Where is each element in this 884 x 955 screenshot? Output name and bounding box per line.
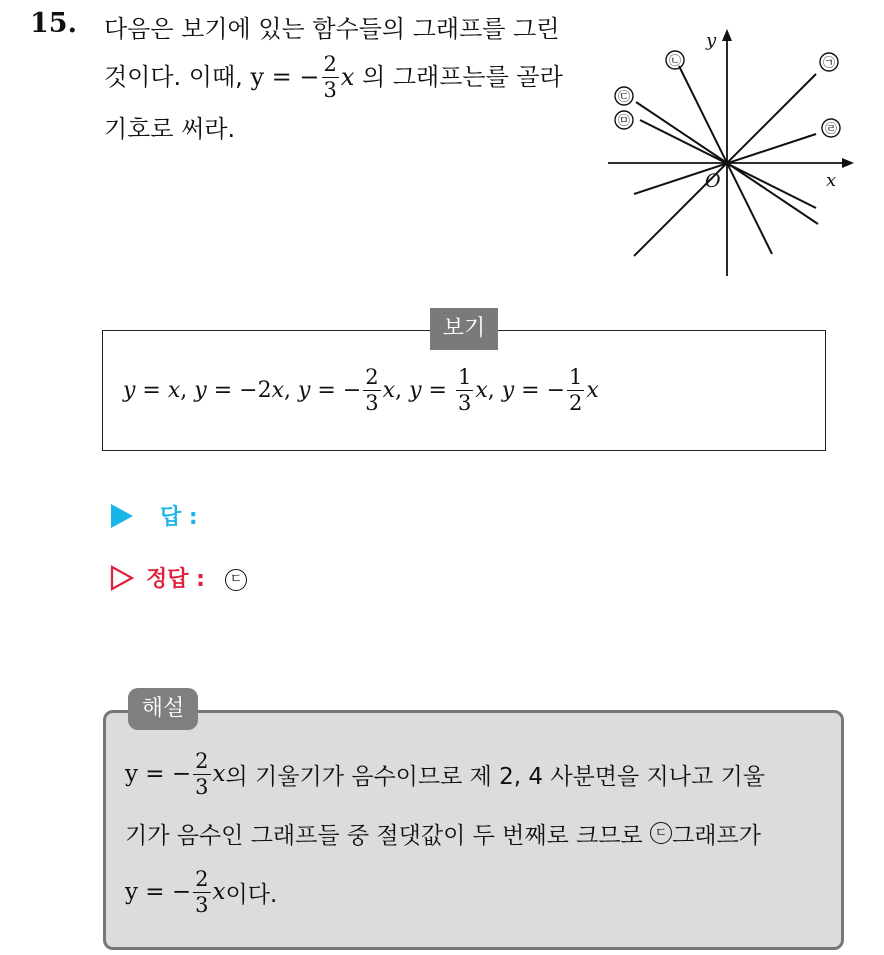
y-axis-label: y <box>706 30 717 51</box>
x-axis-arrow <box>842 158 854 168</box>
answer-label: 답 : <box>160 505 198 530</box>
explanation-line-1: y = − $\frac{2}{3}$ x 의 기울기가 음수이므로 제 2, 4 사분면을 지나고 기울 <box>125 748 765 799</box>
explanation-line-2: 기가 음수인 그래프들 중 절댓값이 두 번째로 크므로 ㄷ 그래프가 <box>125 822 761 849</box>
graph-line-4 <box>634 134 816 194</box>
bogi-equation-2: y = − 2 x , <box>194 378 291 403</box>
question-number: 15. <box>30 8 77 39</box>
filled-triangle-icon <box>110 503 134 529</box>
explanation-title: 해설 <box>128 688 198 730</box>
function-graph <box>604 20 860 282</box>
question-fraction <box>322 51 339 102</box>
origin-label: O <box>705 170 721 192</box>
question-fraction-numerator: 2 <box>323 51 337 76</box>
correct-answer-label: 정답 : <box>146 567 205 592</box>
graph-label-text-4: ㉣ <box>824 121 838 136</box>
graph-label-text-3: ㉢ <box>617 89 631 104</box>
bogi-equation-1: y = x , <box>123 378 188 403</box>
question-line-2-suffix: 의 그래프는를 골라 <box>362 63 563 91</box>
question-line-2 <box>104 48 584 106</box>
question-equation-lhs: y = − <box>250 63 320 91</box>
y-axis-arrow <box>722 29 732 41</box>
outline-triangle-icon <box>110 565 134 591</box>
question-line-3: 기호로 써라. <box>104 114 236 143</box>
graph-label-text-5: ㉤ <box>617 113 631 128</box>
answer-row <box>110 500 218 531</box>
graph-label-mieum <box>615 111 633 129</box>
correct-answer-value: ㄷ <box>225 564 247 591</box>
bogi-title: 보기 <box>430 308 498 350</box>
question-line-2-prefix: 것이다. 이때, <box>104 63 243 91</box>
bogi-equation-5: y = − $\frac{1}{2}$ x <box>501 365 599 415</box>
bogi-equation-3: y = − $\frac{2}{3}$ x , <box>298 365 403 415</box>
circled-digeut: ㄷ <box>650 822 672 844</box>
bogi-equation-4: y = $\frac{1}{3}$ x , <box>409 365 495 415</box>
question-fraction-denominator: 3 <box>323 77 337 102</box>
graph-label-nieun <box>666 51 684 69</box>
graph-label-rieul <box>822 119 840 137</box>
question-text <box>104 10 584 151</box>
question-line-1: 다음은 보기에 있는 함수들의 그래프를 그린 <box>104 15 560 43</box>
graph-line-5 <box>640 120 816 208</box>
correct-answer-row <box>110 562 247 593</box>
graph-label-text-2: ㉡ <box>668 53 682 68</box>
explanation-line-3: y = − $\frac{2}{3}$ x 이다. <box>125 866 278 917</box>
explanation-text <box>125 742 835 924</box>
graph-label-giyeok <box>820 53 838 71</box>
graph-line-2 <box>679 66 772 254</box>
graph-label-digeut <box>615 87 633 105</box>
question-equation-var: x <box>340 63 355 91</box>
graph-label-text-1: ㉠ <box>822 55 836 70</box>
x-axis-label: x <box>826 170 837 191</box>
